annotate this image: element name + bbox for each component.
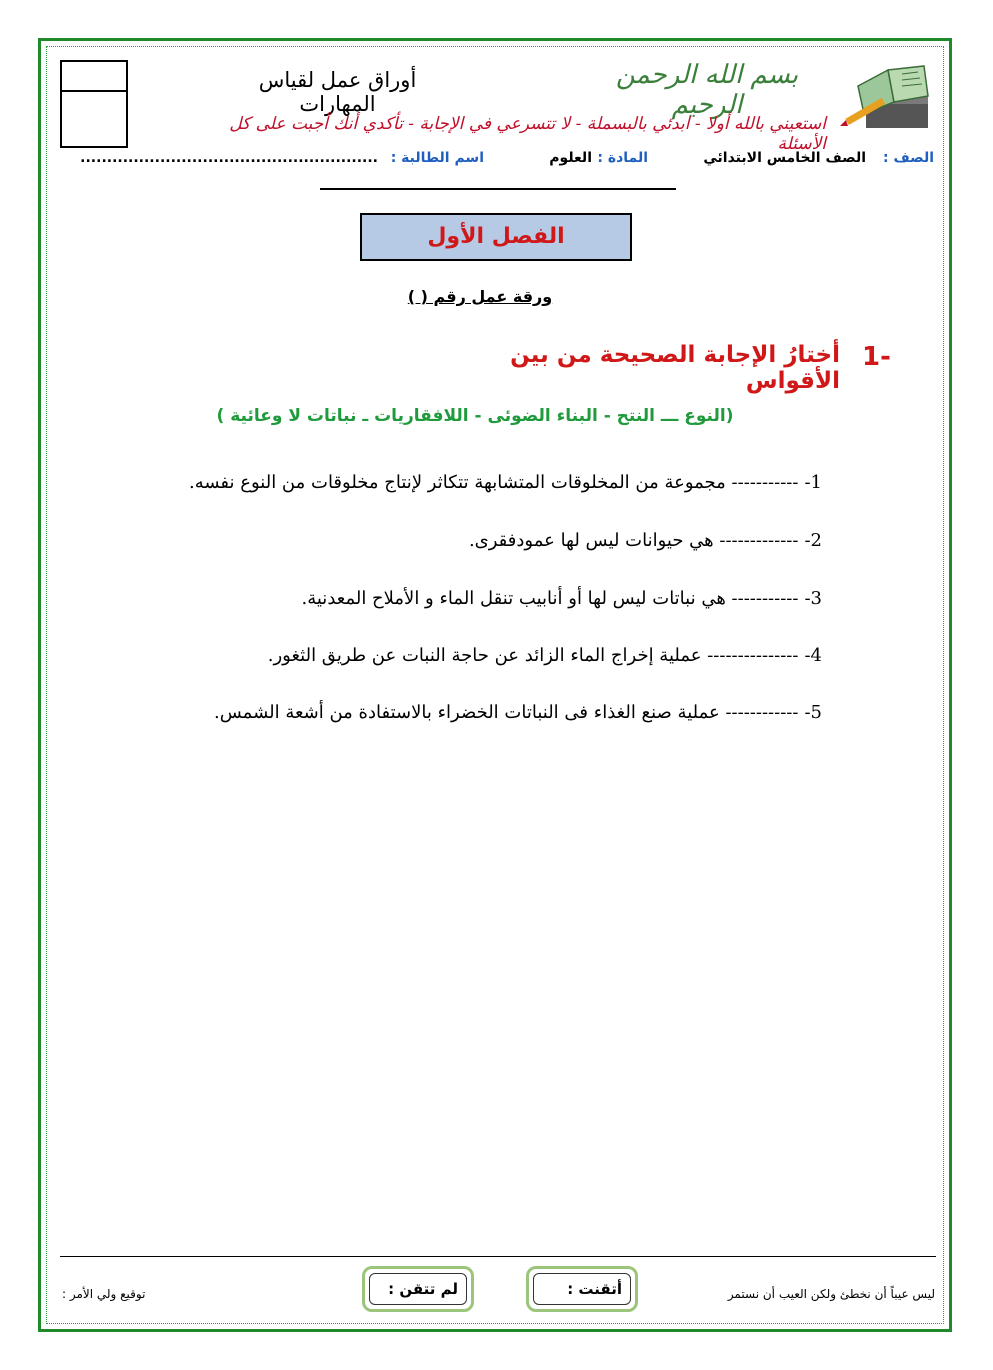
- question-item: [110, 530, 822, 551]
- worksheet-number: ورقة عمل رقم ( ): [407, 287, 553, 306]
- student-info-row: [80, 150, 938, 174]
- footer-divider: [60, 1256, 936, 1257]
- footer-motto: ليس عيباً أن نخطئ ولكن العيب أن نستمر: [727, 1287, 935, 1301]
- item-number: 4-: [804, 645, 822, 666]
- grade-box: [60, 60, 128, 148]
- grade-value: الصف الخامس الابتدائي: [703, 150, 866, 166]
- item-number: 2-: [804, 530, 822, 551]
- mastered-box[interactable]: [526, 1266, 638, 1312]
- item-text[interactable]: ------------- هي حيوانات ليس لها عمودفقرى.: [468, 530, 799, 551]
- student-name-field[interactable]: ........................................................: [80, 150, 378, 166]
- subject-value: العلوم: [549, 150, 592, 166]
- not-mastered-box[interactable]: [362, 1266, 474, 1312]
- item-text[interactable]: ----------- هي نباتات ليس لها أو أنابيب تنقل الماء و الأملاح المعدنية.: [301, 588, 799, 609]
- book-pencil-logo: [838, 56, 938, 134]
- item-text[interactable]: ------------ عملية صنع الغذاء فى النباتات الخضراء بالاستفادة من أشعة الشمس.: [214, 702, 799, 723]
- item-number: 5-: [804, 702, 822, 723]
- not-mastered-label: لم تتقن :: [369, 1273, 467, 1305]
- question-item: [110, 645, 822, 666]
- sheet-title: أوراق عمل لقياس المهارات: [258, 68, 417, 116]
- grade-label: الصف :: [883, 150, 934, 166]
- instructions: استعيني بالله أولا - ابدئي بالبسملة - لا تتسرعي في الإجابة - تأكدي أنك أجبت على كل الأسئلة: [229, 114, 826, 154]
- question-item: [110, 702, 822, 723]
- divider: [320, 188, 676, 190]
- item-number: 1-: [804, 472, 822, 493]
- item-text[interactable]: --------------- عملية إخراج الماء الزائد عن حاجة النبات عن طريق الثغور.: [267, 645, 799, 666]
- item-number: 3-: [804, 588, 822, 609]
- parent-signature[interactable]: توقيع ولي الأمر :: [62, 1287, 146, 1301]
- mastered-label: أتقنت :: [533, 1273, 631, 1305]
- basmala: بسم الله الرحمن الرحيم: [615, 60, 799, 120]
- question-item: [110, 472, 822, 493]
- question-number: 1-: [862, 342, 891, 372]
- chapter-title: الفصل الأول: [360, 213, 632, 261]
- student-name-label: اسم الطالبة :: [390, 150, 484, 166]
- subject-label: المادة :: [597, 150, 648, 166]
- item-text[interactable]: ----------- مجموعة من المخلوقات المتشابهة تتكاثر لإنتاج مخلوقات من النوع نفسه.: [188, 472, 799, 493]
- question-item: [110, 588, 822, 609]
- question-title: أختارُ الإجابة الصحيحة من بين الأقواس: [510, 342, 840, 394]
- answer-choices: (النوع ـــ النتح - البناء الضوئى - اللافقاريات ـ نباتات لا وعائية ): [216, 406, 734, 426]
